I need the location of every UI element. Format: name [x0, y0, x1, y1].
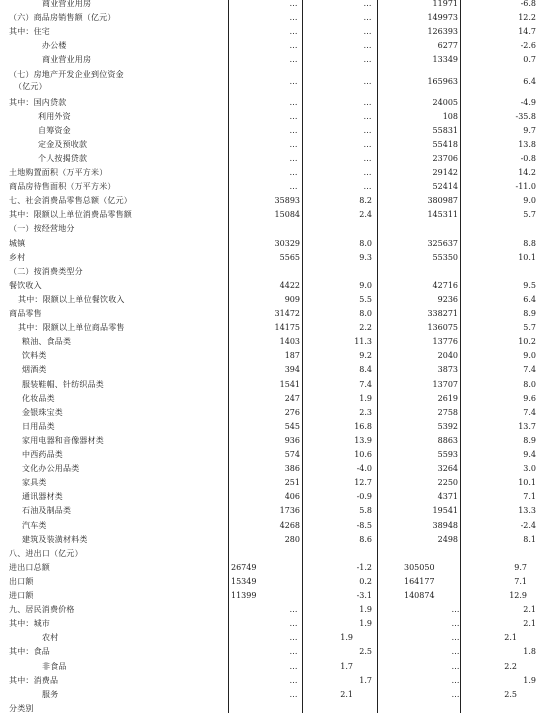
row-label: 自筹资金 [38, 125, 71, 135]
table-row [0, 617, 550, 631]
value-month: … [289, 675, 297, 685]
value-cumulative: 2498 [437, 534, 458, 544]
growth-cumulative: 2.1 [523, 619, 536, 629]
value-cumulative: 2758 [437, 407, 458, 417]
growth-cumulative: 1.9 [523, 675, 536, 685]
value-month: 1403 [279, 337, 300, 347]
growth-month: 5.8 [359, 506, 372, 516]
table-row [0, 363, 550, 377]
value-month: … [289, 55, 297, 65]
growth-cumulative: 10.1 [518, 252, 536, 262]
value-month: 30329 [274, 238, 300, 248]
table-row [0, 702, 550, 716]
value-cumulative: 29142 [432, 168, 458, 177]
value-month: 276 [284, 407, 300, 417]
growth-month: … [363, 27, 371, 37]
row-label: 服务 [42, 689, 59, 699]
growth-cumulative: -2.6 [520, 41, 536, 51]
table-row [0, 589, 550, 603]
value-month: … [289, 182, 297, 192]
growth-cumulative: -11.0 [515, 182, 536, 192]
value-month: 406 [284, 492, 300, 502]
row-label: 商业营业用房 [42, 0, 92, 8]
table-row [0, 208, 550, 222]
growth-cumulative: 7.4 [523, 365, 536, 375]
growth-month: 8.2 [359, 196, 372, 206]
value-cumulative: 6277 [437, 41, 458, 51]
table-row [0, 645, 550, 659]
row-label: 日用品类 [22, 421, 55, 431]
value-cumulative: … [451, 605, 459, 615]
growth-month: 2.5 [359, 647, 372, 657]
table-row [0, 222, 550, 236]
row-label: 进出口总额 [9, 562, 50, 572]
row-label: 饮料类 [22, 351, 47, 361]
growth-month: 11.3 [354, 337, 372, 347]
value-cumulative: 165963 [427, 76, 458, 86]
growth-cumulative: 5.7 [523, 210, 536, 220]
value-cumulative: 23706 [432, 153, 458, 163]
value-cumulative: 13776 [432, 337, 458, 347]
table-row [0, 237, 550, 251]
growth-month: … [363, 111, 371, 121]
table-row [0, 307, 550, 321]
value-month: … [289, 13, 297, 23]
row-label: 个人按揭贷款 [38, 153, 88, 163]
growth-cumulative: 10.1 [518, 478, 536, 488]
row-label: （二）按消费类型分 [9, 266, 83, 276]
growth-month: -4.0 [356, 464, 372, 474]
value-cumulative: 38948 [432, 520, 458, 530]
row-label: 化妆品类 [22, 393, 55, 403]
value-month: 909 [284, 294, 300, 304]
growth-month: 9.3 [359, 252, 372, 262]
growth-cumulative: 8.9 [523, 309, 536, 318]
growth-month: 0.2 [359, 576, 372, 586]
growth-month: … [363, 76, 371, 86]
row-label: 土地购置面积（万平方米） [9, 168, 108, 177]
growth-month: 5.5 [359, 294, 372, 304]
growth-month: 9.2 [359, 351, 372, 361]
growth-cumulative: -4.9 [520, 97, 536, 107]
row-label: 商品房待售面积（万平方米） [9, 182, 116, 192]
value-cumulative: 145311 [427, 210, 458, 220]
growth-cumulative: 8.8 [523, 238, 536, 248]
table-row [0, 349, 550, 363]
growth-cumulative: 7.4 [523, 407, 536, 417]
row-label: （六）商品房销售额（亿元） [9, 13, 116, 23]
row-label: 城镇 [9, 238, 26, 248]
table-row [0, 110, 550, 124]
growth-month: … [363, 153, 371, 163]
value-month: … [289, 97, 297, 107]
value-month: 1541 [279, 379, 300, 389]
value-cumulative: 140874 [404, 591, 435, 600]
row-label: 其中：住宅 [9, 27, 50, 37]
growth-month: … [363, 41, 371, 51]
row-label: 烟酒类 [22, 365, 47, 375]
table-row [0, 519, 550, 533]
value-cumulative: 136075 [427, 323, 458, 333]
growth-cumulative: 13.3 [518, 506, 536, 516]
value-cumulative: 9236 [437, 294, 458, 304]
value-cumulative: 149973 [427, 13, 458, 23]
table-row [0, 152, 550, 166]
growth-cumulative: 10.2 [518, 337, 536, 347]
row-label: 定金及预收款 [38, 139, 88, 149]
value-cumulative: 55350 [432, 252, 458, 262]
table-row [0, 279, 550, 293]
row-label: 其中：食品 [9, 647, 50, 657]
row-label: 其中：消费品 [9, 675, 59, 685]
growth-cumulative: 0.7 [523, 55, 536, 65]
value-cumulative: 380987 [427, 196, 458, 206]
growth-cumulative: 1.8 [523, 647, 536, 657]
row-label: 中西药品类 [22, 450, 63, 459]
growth-month: 1.9 [359, 605, 372, 615]
growth-cumulative: -2.4 [520, 520, 536, 530]
growth-cumulative: 8.0 [523, 379, 536, 389]
growth-month: 9.0 [359, 280, 372, 290]
row-label: 分类别 [9, 703, 34, 713]
table-row [0, 166, 550, 180]
growth-month: 1.7 [340, 661, 353, 671]
row-label: 商品零售 [9, 309, 42, 318]
growth-month: 2.2 [359, 323, 372, 333]
value-month: … [289, 168, 297, 177]
table-row [0, 39, 550, 53]
growth-month: 1.9 [340, 633, 353, 643]
value-cumulative: 42716 [432, 280, 458, 290]
value-cumulative: … [451, 647, 459, 657]
growth-cumulative: 9.5 [523, 280, 536, 290]
growth-cumulative: 3.0 [523, 464, 536, 474]
row-label: 乡村 [9, 252, 26, 262]
growth-cumulative: 14.7 [518, 27, 536, 37]
row-label: 农村 [42, 633, 59, 643]
table-row [0, 603, 550, 617]
value-month: … [289, 153, 297, 163]
value-month: 15084 [274, 210, 300, 220]
growth-month: … [363, 182, 371, 192]
growth-cumulative: 2.1 [504, 633, 517, 643]
growth-month: … [363, 13, 371, 23]
growth-month: … [363, 97, 371, 107]
value-month: … [289, 647, 297, 657]
growth-month: … [363, 55, 371, 65]
growth-month: … [363, 0, 371, 8]
row-label: 其中：国内贷款 [9, 97, 67, 107]
value-month: … [289, 633, 297, 643]
row-label: 办公楼 [42, 41, 67, 51]
table-row [0, 434, 550, 448]
growth-cumulative: 9.7 [523, 125, 536, 135]
table-row [0, 448, 550, 462]
growth-cumulative: 12.2 [518, 13, 536, 23]
value-cumulative: 5392 [437, 421, 458, 431]
value-cumulative: 325637 [427, 238, 458, 248]
table-row [0, 180, 550, 194]
table-row [0, 265, 550, 279]
value-month: 26749 [231, 562, 257, 572]
table-row [0, 490, 550, 504]
value-month: … [289, 661, 297, 671]
growth-cumulative: -0.8 [520, 153, 536, 163]
row-label: 九、居民消费价格 [9, 605, 75, 615]
table-row [0, 124, 550, 138]
growth-cumulative: 8.1 [523, 534, 536, 544]
value-cumulative: 2250 [437, 478, 458, 488]
value-month: 394 [284, 365, 300, 375]
row-label: 石油及制品类 [22, 506, 72, 516]
table-row [0, 0, 550, 11]
value-cumulative: 55418 [432, 139, 458, 149]
table-row [0, 138, 550, 152]
table-row [0, 688, 550, 702]
growth-month: -3.1 [356, 591, 372, 600]
value-cumulative: 24005 [432, 97, 458, 107]
value-cumulative: 3873 [437, 365, 458, 375]
value-month: … [289, 125, 297, 135]
row-label: 餐饮收入 [9, 280, 42, 290]
table-row [0, 392, 550, 406]
row-label: 八、进出口（亿元） [9, 548, 83, 558]
value-cumulative: 52414 [432, 182, 458, 192]
row-label: 其中：限额以上单位商品零售 [18, 323, 125, 333]
value-cumulative: 2619 [437, 393, 458, 403]
growth-cumulative: 6.4 [523, 294, 536, 304]
value-month: 4268 [279, 520, 300, 530]
growth-month: 1.9 [359, 619, 372, 629]
value-cumulative: 338271 [427, 309, 458, 318]
growth-month: … [363, 125, 371, 135]
table-row [0, 378, 550, 392]
row-label: 粮油、食品类 [22, 337, 72, 347]
value-cumulative: 126393 [427, 27, 458, 37]
value-month: … [289, 111, 297, 121]
table-row [0, 53, 550, 67]
growth-cumulative: 2.1 [523, 605, 536, 615]
row-label: 利用外资 [38, 111, 71, 121]
growth-month: -8.5 [356, 520, 372, 530]
value-cumulative: 13349 [432, 55, 458, 65]
value-cumulative: 4371 [437, 492, 458, 502]
value-cumulative: … [451, 633, 459, 643]
growth-cumulative: 7.1 [514, 576, 527, 586]
row-label: 其中：限额以上单位餐饮收入 [18, 294, 125, 304]
value-cumulative: … [451, 619, 459, 629]
table-row [0, 462, 550, 476]
value-cumulative: 55831 [432, 125, 458, 135]
value-month: 5565 [279, 252, 300, 262]
growth-cumulative: 13.7 [518, 421, 536, 431]
value-month: … [289, 27, 297, 37]
table-row [0, 504, 550, 518]
value-month: 251 [284, 478, 300, 488]
table-row [0, 335, 550, 349]
value-cumulative: 11971 [432, 0, 458, 8]
growth-cumulative: 2.5 [504, 689, 517, 699]
row-label: （一）按经营地分 [9, 224, 75, 234]
table-row [0, 293, 550, 307]
value-cumulative: 305050 [404, 562, 435, 572]
growth-cumulative: 6.4 [523, 76, 536, 86]
growth-month: … [363, 139, 371, 149]
table-row [0, 575, 550, 589]
value-month: 4422 [279, 280, 300, 290]
row-label: 出口额 [9, 576, 34, 586]
value-month: 14175 [274, 323, 300, 333]
value-cumulative: 8863 [437, 435, 458, 445]
row-label: 其中：城市 [9, 619, 50, 629]
growth-cumulative: 7.1 [523, 492, 536, 502]
value-month: 280 [284, 534, 300, 544]
table-row [0, 251, 550, 265]
value-cumulative: … [451, 689, 459, 699]
growth-cumulative: -6.8 [520, 0, 536, 8]
value-month: … [289, 619, 297, 629]
growth-month: 7.4 [359, 379, 372, 389]
growth-month: 8.4 [359, 365, 372, 375]
growth-month: 12.7 [354, 478, 372, 488]
table-row [0, 11, 550, 25]
growth-cumulative: 5.7 [523, 323, 536, 333]
value-month: 35893 [274, 196, 300, 206]
value-month: 574 [284, 450, 300, 459]
value-month: … [289, 689, 297, 699]
row-label: 七、社会消费品零售总额（亿元） [9, 196, 132, 206]
table-row [0, 420, 550, 434]
growth-cumulative: 12.9 [509, 591, 527, 600]
row-label: 家具类 [22, 478, 47, 488]
growth-cumulative: 9.6 [523, 393, 536, 403]
value-cumulative: 2040 [437, 351, 458, 361]
value-cumulative: … [451, 675, 459, 685]
growth-cumulative: 9.0 [523, 351, 536, 361]
growth-cumulative: 9.0 [523, 196, 536, 206]
growth-month: 13.9 [354, 435, 372, 445]
growth-month: 10.6 [354, 450, 372, 459]
value-month: 31472 [274, 309, 300, 318]
value-cumulative: … [451, 661, 459, 671]
row-label: 服装鞋帽、针纺织品类 [22, 379, 104, 389]
value-month: 11399 [231, 591, 257, 600]
value-month: 545 [284, 421, 300, 431]
growth-month: 2.4 [359, 210, 372, 220]
growth-month: 8.0 [359, 238, 372, 248]
growth-cumulative: 14.2 [518, 168, 536, 177]
row-label: （七）房地产开发企业到位资金 [9, 69, 124, 79]
value-cumulative: 5593 [437, 450, 458, 459]
row-label: 其中：限额以上单位消费品零售额 [9, 210, 132, 220]
growth-cumulative: 2.2 [504, 661, 517, 671]
table-row [0, 631, 550, 645]
table-row [0, 476, 550, 490]
row-label: 进口额 [9, 591, 34, 600]
growth-month: … [363, 168, 371, 177]
growth-month: 1.7 [359, 675, 372, 685]
row-label: 家用电器和音像器材类 [22, 435, 104, 445]
growth-month: 16.8 [354, 421, 372, 431]
table-row [0, 547, 550, 561]
value-month: 1736 [279, 506, 300, 516]
value-month: … [289, 0, 297, 8]
row-label: 通讯器材类 [22, 492, 63, 502]
table-row [0, 406, 550, 420]
value-month: … [289, 76, 297, 86]
growth-cumulative: 9.4 [523, 450, 536, 459]
table-row [0, 96, 550, 110]
table-row [0, 25, 550, 39]
table-row [0, 533, 550, 547]
row-label: 建筑及装潢材料类 [22, 534, 88, 544]
table-row [0, 68, 550, 96]
value-cumulative: 19541 [432, 506, 458, 516]
growth-month: 8.0 [359, 309, 372, 318]
value-month: … [289, 605, 297, 615]
row-label-cont: （亿元） [14, 81, 47, 91]
row-label: 汽车类 [22, 520, 47, 530]
row-label: 金银珠宝类 [22, 407, 63, 417]
growth-month: 1.9 [359, 393, 372, 403]
table-row [0, 660, 550, 674]
value-cumulative: 13707 [432, 379, 458, 389]
value-month: 15349 [231, 576, 257, 586]
row-label: 非食品 [42, 661, 67, 671]
table-row [0, 674, 550, 688]
growth-cumulative: -35.8 [515, 111, 536, 121]
growth-month: 8.6 [359, 534, 372, 544]
value-month: 187 [284, 351, 300, 361]
value-month: 386 [284, 464, 300, 474]
value-cumulative: 164177 [404, 576, 435, 586]
growth-month: -1.2 [356, 562, 372, 572]
value-month: … [289, 139, 297, 149]
table-row [0, 194, 550, 208]
growth-cumulative: 13.8 [518, 139, 536, 149]
value-month: 247 [284, 393, 300, 403]
value-month: … [289, 41, 297, 51]
table-row [0, 321, 550, 335]
row-label: 商业营业用房 [42, 55, 92, 65]
growth-month: 2.3 [359, 407, 372, 417]
growth-cumulative: 8.9 [523, 435, 536, 445]
value-month: 936 [284, 435, 300, 445]
row-label: 文化办公用品类 [22, 464, 80, 474]
value-cumulative: 3264 [437, 464, 458, 474]
table-row [0, 561, 550, 575]
growth-month: -0.9 [356, 492, 372, 502]
growth-month: 2.1 [340, 689, 353, 699]
value-cumulative: 108 [442, 111, 458, 121]
growth-cumulative: 9.7 [514, 562, 527, 572]
